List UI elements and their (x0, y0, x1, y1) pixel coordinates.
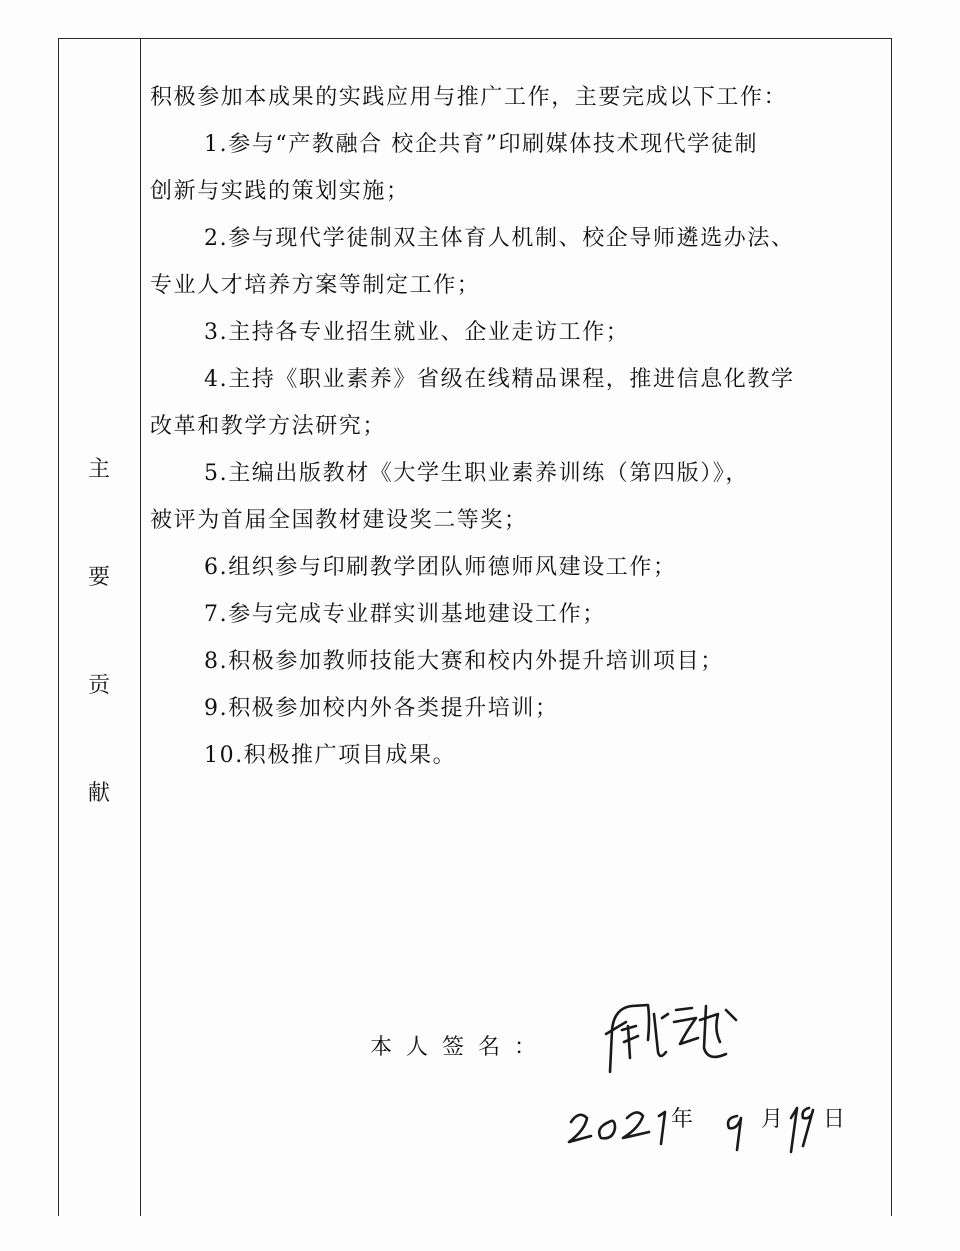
content-line: 专业人才培养方案等制定工作； (150, 273, 481, 298)
section-label (58, 430, 140, 862)
content-line: 被评为首届全国教材建设奖二等奖； (150, 508, 528, 533)
signature-label: 本人签名： (370, 1035, 551, 1060)
section-label-char: 主 (87, 457, 110, 482)
date-year-unit: 年 (671, 1107, 694, 1132)
content-line: 8.积极参加教师技能大赛和校内外提升培训项目； (204, 649, 724, 674)
section-label-char: 要 (87, 565, 110, 590)
content-line: 4.主持《职业素养》省级在线精品课程，推进信息化教学 (204, 367, 795, 392)
content-line: 2.参与现代学徒制双主体育人机制、校企导师遴选办法、 (204, 226, 795, 251)
section-label-char: 贡 (87, 673, 110, 698)
date-month-unit: 月 (761, 1107, 784, 1132)
column-divider (140, 38, 141, 1216)
content-line: 9.积极参加校内外各类提升培训； (204, 696, 559, 721)
content-line: 改革和教学方法研究； (150, 414, 387, 439)
content-line: 6.组织参与印刷教学团队师德师风建设工作； (204, 555, 677, 580)
signature-date (565, 1088, 865, 1158)
content-line: 7.参与完成专业群实训基地建设工作； (204, 602, 606, 627)
date-day-unit: 日 (823, 1107, 846, 1132)
contribution-text (150, 74, 886, 779)
content-line: 5.主编出版教材《大学生职业素养训练（第四版）》， (204, 461, 749, 486)
section-label-char: 献 (87, 781, 110, 806)
handwritten-date-digits (565, 1088, 865, 1158)
content-line: 10.积极推广项目成果。 (204, 743, 457, 768)
content-line: 1.参与“产教融合 校企共育”印刷媒体技术现代学徒制 (204, 132, 759, 157)
content-line: 创新与实践的策划实施； (150, 179, 410, 204)
handwritten-signature (596, 1000, 746, 1080)
content-line: 3.主持各专业招生就业、企业走访工作； (204, 320, 630, 345)
content-line: 积极参加本成果的实践应用与推广工作，主要完成以下工作： (150, 85, 788, 110)
